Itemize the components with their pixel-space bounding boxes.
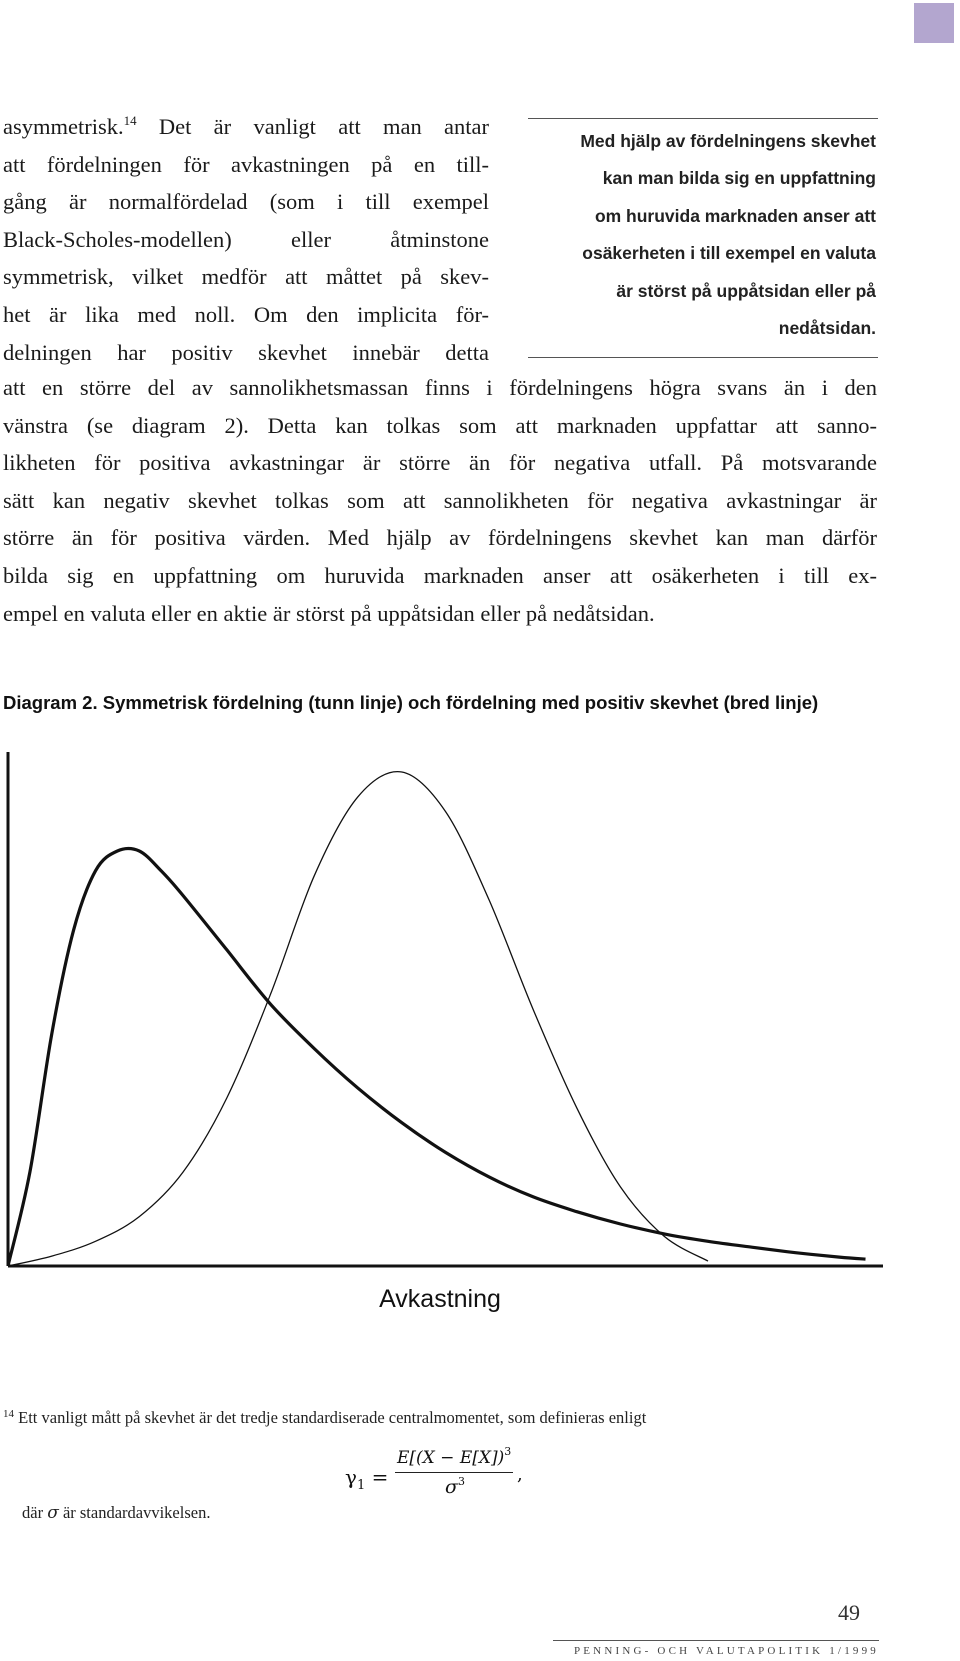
intro-line: gång är normalfördelad (som i till exempel (3, 189, 489, 215)
formula-comma: , (517, 1464, 523, 1485)
pull-quote (528, 118, 878, 358)
body-line: empel en valuta eller en aktie är störst på uppåtsidan eller på nedåtsidan. (3, 600, 655, 626)
intro-line: delningen har positiv skevhet innebär detta (3, 339, 489, 365)
pull-quote-line: osäkerheten i till exempel en valuta (582, 243, 876, 264)
diagram-title: Diagram 2. Symmetrisk fördelning (tunn linje) och fördelning med positiv skevhet (bred linje) (3, 692, 819, 713)
pull-quote-line: Med hjälp av fördelningens skevhet (580, 131, 876, 151)
body-paragraph (3, 369, 877, 632)
body-line: sätt kan negativ skevhet tolkas som att sannolikheten för negativa avkastningar är (3, 487, 877, 513)
distribution-chart (0, 740, 900, 1290)
body-line: likheten för positiva avkastningar är större än för negativa utfall. På motsvarande (3, 450, 877, 476)
pull-quote-line: är störst på uppåtsidan eller på (616, 280, 876, 301)
footnote (3, 1408, 883, 1428)
fraction-bar (395, 1472, 513, 1473)
page-number: 49 (838, 1600, 860, 1625)
footnote-text: Ett vanligt mått på skevhet är det tredje standardiserade centralmomentet, som definieras enligt (14, 1408, 647, 1427)
intro-line: het är lika med noll. Om den implicita för- (3, 301, 489, 327)
skewness-formula (345, 1445, 565, 1515)
body-line: att en större del av sannolikhetsmassan finns i fördelningens högra svans än i den (3, 375, 877, 400)
skewed-distribution-line (8, 849, 866, 1266)
footer-rule (553, 1640, 879, 1641)
pull-quote-line: nedåtsidan. (778, 318, 876, 339)
pull-quote-bottom-rule (528, 357, 878, 358)
symmetric-distribution-line (8, 772, 708, 1266)
intro-line: Black-Scholes-modellen) eller åtminstone (3, 226, 489, 252)
body-line: bilda sig en uppfattning om huruvida marknaden anser att osäkerheten i till ex- (3, 562, 877, 588)
pull-quote-line: kan man bilda sig en uppfattning (602, 168, 876, 189)
sigma-symbol: σ (47, 1503, 59, 1523)
publication-footer: PENNING- OCH VALUTAPOLITIK 1/1999 (573, 1645, 879, 1657)
section-color-tab (914, 3, 954, 43)
intro-paragraph (3, 108, 489, 371)
intro-line: symmetrisk, vilket medför att måttet på skev- (3, 264, 489, 290)
body-line: större än för positiva värden. Med hjälp av fördelningens skevhet kan man därför (3, 525, 877, 551)
pull-quote-text (528, 119, 878, 347)
intro-line: att fördelningen för avkastningen på en till- (3, 151, 489, 177)
pull-quote-line: om huruvida marknaden anser att (594, 205, 876, 226)
footnote-continuation: där σ är standardavvikelsen. (22, 1503, 211, 1523)
footnote-marker: 14 (3, 1408, 14, 1420)
formula-numerator: $E[(X - E[X])^3$ (397, 1445, 512, 1468)
x-axis-label: Avkastning (379, 1285, 501, 1313)
intro-line: asymmetrisk.$^{14}$ Det är vanligt att man antar (3, 113, 489, 139)
footnote-ref[interactable]: 14 (123, 113, 137, 128)
body-line: vänstra (se diagram 2). Detta kan tolkas som att marknaden uppfattar att sanno- (3, 412, 877, 438)
formula-denominator: $\sigma^3$ (445, 1475, 465, 1498)
formula-lhs: $\gamma_1$ = (345, 1465, 389, 1493)
